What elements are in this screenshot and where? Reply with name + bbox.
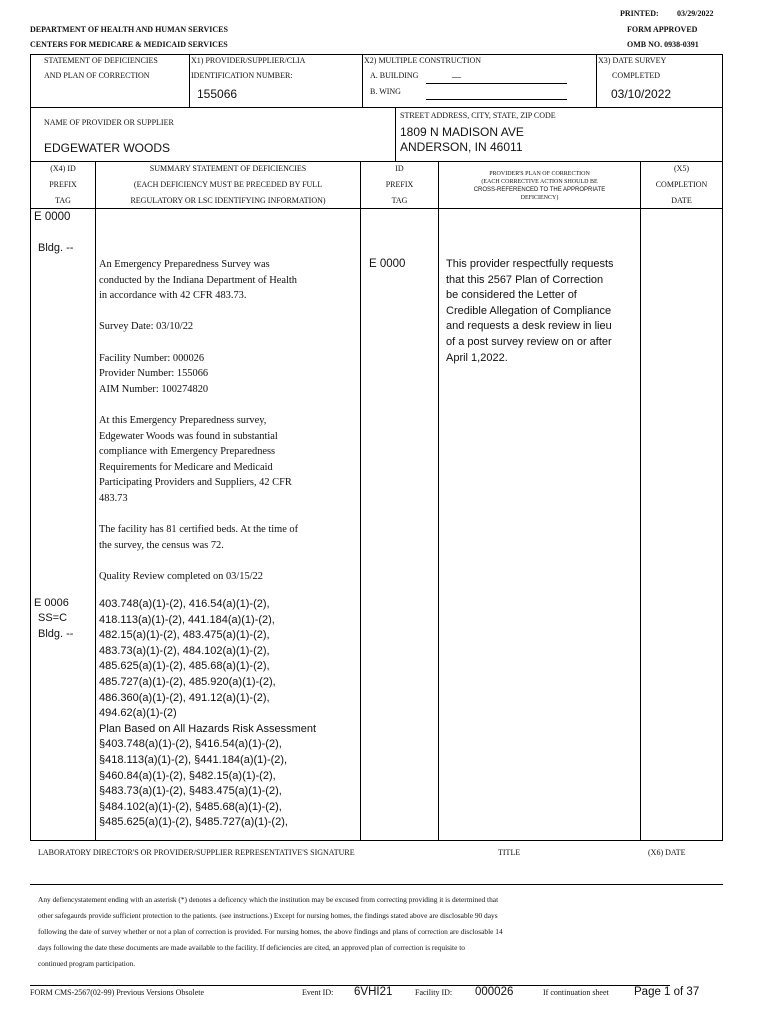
x1-label-line2: IDENTIFICATION NUMBER:	[191, 71, 293, 80]
address-line1: 1809 N MADISON AVE	[400, 125, 524, 139]
summary-statement-1: An Emergency Preparedness Survey was conducted by the Indiana Department of Health in accordance with 42 CFR 483.73. Survey Date: 03/10/22 Facility Number: 000026 Provider Number: 155066 AIM Number: 100274820 At this Emergency Preparedness survey, Edgewater Woods was found in substantial compliance with Emergency Preparedness Requirements for Medicare and Medicaid Participating Providers and Suppliers, 42 CFR 483.73 The facility has 81 certified beds. At the time of the survey, the census was 72. Quality Review completed on 03/15/22	[99, 259, 299, 582]
bldg-label-1: Bldg. --	[38, 242, 74, 254]
address-label: STREET ADDRESS, CITY, STATE, ZIP CODE	[400, 111, 556, 120]
x5-header-line2: COMPLETION	[655, 180, 708, 189]
plan-header-line4: DEFICIENCY)	[520, 195, 559, 201]
title-label: TITLE	[498, 848, 521, 857]
wing-label: B. WING	[370, 87, 401, 96]
event-id-label: Event ID:	[302, 988, 334, 997]
statement-label-line1: STATEMENT OF DEFICIENCIES	[44, 56, 158, 65]
address-line2: ANDERSON, IN 46011	[400, 140, 523, 154]
summary-statement-2: 403.748(a)(1)-(2), 416.54(a)(1)-(2), 418.113(a)(1)-(2), 441.184(a)(1)-(2), 482.15(a)(1)-(2), 483.475(a)(1)-(2), 483.73(a)(1)-(2), 484.102(a)(1)-(2), 485.625(a)(1)-(2), 485.68(a)(1)-(2), 485.727(a)(1)-(2), 485.920(a)(1)-(2), 486.360(a)(1)-(2), 491.12(a)(1)-(2), 494.62(a)(1)-(2) Plan Based on All Hazards Risk Assessment §403.748(a)(1)-(2), §416.54(a)(1)-(2), §418.113(a)(1)-(2), §441.184(a)(1)-(2), §460.84(a)(1)-(2), §482.15(a)(1)-(2), §483.73(a)(1)-(2), §483.475(a)(1)-(2), §484.102(a)(1)-(2), §485.68(a)(1)-(2), §485.625(a)(1)-(2), §485.727(a)(1)-(2),	[99, 598, 317, 829]
summary-header-line1: SUMMARY STATEMENT OF DEFICIENCIES	[149, 164, 307, 173]
building-label: A. BUILDING	[370, 71, 419, 80]
id-prefix-tag-e0000: E 0000	[369, 258, 406, 270]
x1-label-line1: X1) PROVIDER/SUPPLIER/CLIA	[191, 56, 306, 65]
id-header-line1: ID	[395, 164, 404, 173]
x5-header-line3: DATE	[671, 196, 692, 205]
x2-label: X2) MULTIPLE CONSTRUCTION	[364, 56, 482, 65]
page-number: Page 1 of 37	[634, 986, 700, 998]
facility-id-label: Facility ID:	[415, 988, 453, 997]
survey-completed-date: 03/10/2022	[611, 87, 672, 101]
disclosure-footnote: Any defiencystatement ending with an asterisk (*) denotes a deficency which the institution may be excused from correcting providing it is determined that other safegaurds provide sufficient protection to the patients. (see instructions.) Except for nursing homes, the findings stated above are disclosable 90 days following the date of survey whether or not a plan of correction is provided. For nursing homes, the above findings and plans of correction are disclosable 14 days following the date these documents are made available to the facility. If deficiencies are cited, an approved plan of correction is requisite to continued program participation.	[38, 895, 503, 968]
omb-number: OMB NO. 0938-0391	[627, 40, 699, 49]
prefix-tag-e0000: E 0000	[34, 211, 71, 223]
x4-header-line3: TAG	[55, 196, 71, 205]
plan-of-correction-1: This provider respectfully requests that this 2567 Plan of Correction be considered the Letter of Credible Allegation of Compliance and requests a desk review in lieu of a post survey review on or after April 1,2022.	[446, 258, 614, 364]
plan-header-line2: (EACH CORRECTIVE ACTION SHOULD BE	[481, 179, 598, 185]
provider-name: EDGEWATER WOODS	[44, 141, 170, 155]
provider-name-label: NAME OF PROVIDER OR SUPPLIER	[44, 118, 174, 127]
statement-label-line2: AND PLAN OF CORRECTION	[44, 71, 150, 80]
centers-title: CENTERS FOR MEDICARE & MEDICAID SERVICES	[30, 40, 228, 49]
date-label: (X6) DATE	[648, 848, 686, 857]
form-approved: FORM APPROVED	[627, 25, 698, 34]
x4-header-line1: (X4) ID	[50, 164, 76, 173]
prefix-tag-e0006: E 0006	[34, 597, 69, 609]
plan-header-line3: CROSS-REFERENCED TO THE APPROPRIATE	[473, 187, 606, 193]
scope-severity: SS=C	[38, 612, 68, 624]
id-header-line2: PREFIX	[385, 180, 414, 189]
form-number: FORM CMS-2567(02-99) Previous Versions Obsolete	[30, 988, 205, 997]
printed-date: 03/29/2022	[677, 9, 714, 18]
x4-header-line2: PREFIX	[49, 180, 77, 189]
provider-id-number: 155066	[197, 87, 238, 101]
x3-label-line2: COMPLETED	[612, 71, 660, 80]
continuation-label: If continuation sheet	[543, 988, 609, 997]
x3-label-line1: X3) DATE SURVEY	[598, 56, 667, 65]
bldg-label-2: Bldg. --	[38, 628, 74, 640]
summary-header-line2: (EACH DEFICIENCY MUST BE PRECEDED BY FULL	[133, 180, 323, 189]
id-header-line3: TAG	[391, 196, 408, 205]
plan-header-line1: PROVIDER'S PLAN OF CORRECTION	[489, 171, 590, 177]
summary-header-line3: REGULATORY OR LSC IDENTIFYING INFORMATION)	[130, 196, 326, 205]
signature-label: LABORATORY DIRECTOR'S OR PROVIDER/SUPPLIER REPRESENTATIVE'S SIGNATURE	[38, 848, 355, 857]
x5-header-line1: (X5)	[673, 164, 690, 173]
building-value: __	[452, 69, 461, 78]
department-title: DEPARTMENT OF HEALTH AND HUMAN SERVICES	[30, 25, 228, 34]
event-id-value: 6VHI21	[354, 986, 393, 998]
facility-id-value: 000026	[475, 986, 514, 998]
printed-label: PRINTED:	[620, 9, 659, 18]
